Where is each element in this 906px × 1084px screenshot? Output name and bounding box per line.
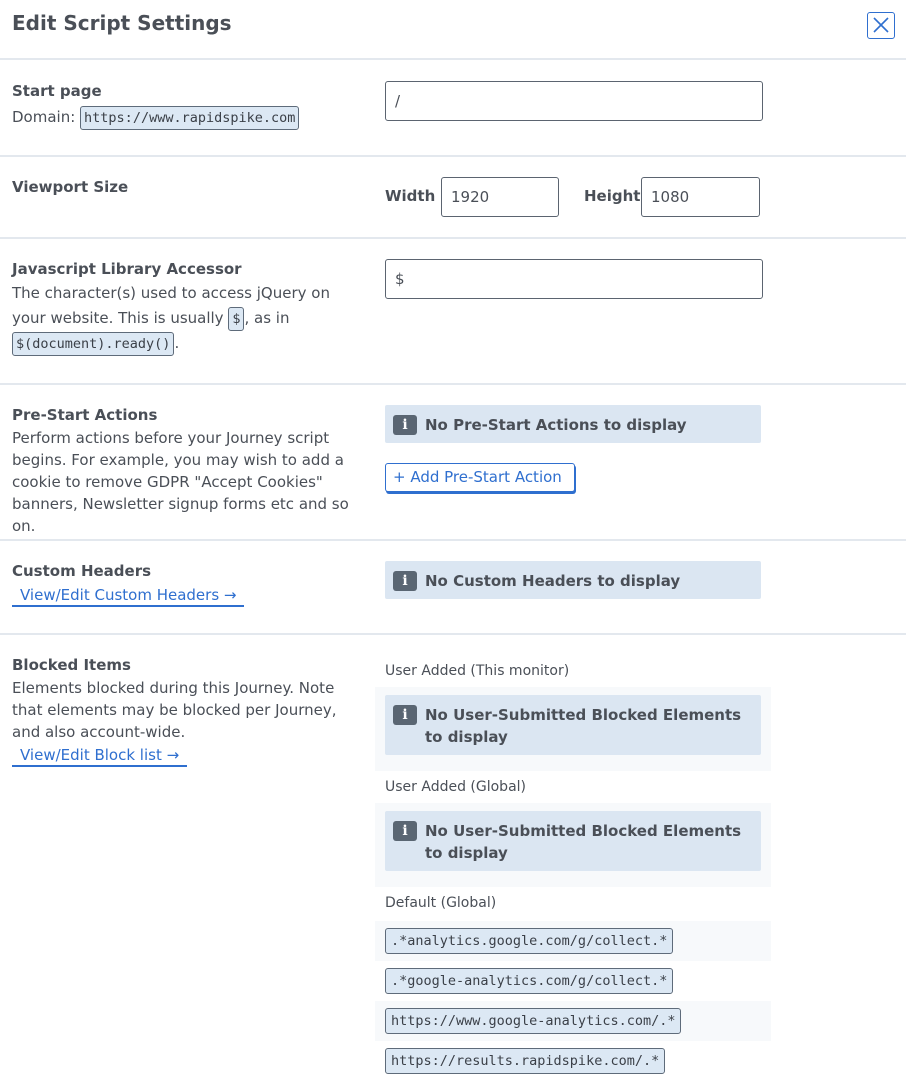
blocked-pattern: .*google-analytics.com/g/collect.* [385, 968, 673, 994]
js-desc-code-2: $(document).ready() [12, 332, 174, 356]
dialog-title: Edit Script Settings [12, 11, 232, 35]
domain-value: https://www.rapidspike.com [80, 106, 299, 130]
pre-start-description: Perform actions before your Journey script begins. For example, you may wish to add a cookie to remove GDPR "Accept Cookies" banners, Newsletter signup forms etc and so on. [12, 429, 349, 535]
add-pre-start-label: + Add Pre-Start Action [393, 468, 562, 486]
js-accessor-label: Javascript Library Accessor [12, 260, 242, 278]
blocked-pattern: https://results.rapidspike.com/.* [385, 1048, 665, 1074]
js-accessor-description [12, 281, 362, 356]
info-icon: i [393, 571, 417, 591]
dialog-header [0, 0, 906, 60]
close-button[interactable] [867, 12, 895, 39]
viewport-label: Viewport Size [12, 178, 129, 196]
blocked-items-label: Blocked Items [12, 656, 131, 674]
info-icon: i [393, 415, 417, 435]
user-global-label: User Added (Global) [385, 779, 526, 795]
js-desc-text-1: The character(s) used to access jQuery on your website. This is usually [12, 284, 330, 327]
js-desc-text-2: , as in [244, 309, 290, 327]
domain-label: Domain: [12, 108, 76, 126]
js-desc-code-1: $ [228, 307, 244, 331]
user-monitor-empty-alert [385, 695, 761, 755]
blocked-pattern-row [375, 921, 771, 961]
add-pre-start-action-button[interactable] [385, 463, 575, 492]
blocked-pattern: .*analytics.google.com/g/collect.* [385, 928, 673, 954]
pre-start-label: Pre-Start Actions [12, 406, 158, 424]
custom-headers-empty-text: No Custom Headers to display [425, 572, 681, 590]
viewport-width-input[interactable]: 1920 [441, 177, 559, 217]
close-icon [873, 17, 889, 33]
pre-start-empty-text: No Pre-Start Actions to display [425, 416, 687, 434]
viewport-section [0, 157, 906, 239]
pre-start-empty-alert [385, 405, 761, 443]
viewport-height-input[interactable]: 1080 [641, 177, 760, 217]
blocked-pattern-row [375, 1001, 771, 1041]
blocked-pattern-row [375, 1041, 771, 1081]
blocked-pattern: https://www.google-analytics.com/.* [385, 1008, 681, 1034]
js-accessor-input[interactable]: $ [385, 259, 763, 299]
blocked-items-section [0, 635, 906, 1084]
domain-line [12, 105, 299, 130]
start-page-label: Start page [12, 82, 102, 100]
height-label: Height [584, 187, 641, 205]
width-label: Width [385, 187, 436, 205]
user-global-empty-text: No User-Submitted Blocked Elements to display [425, 822, 742, 862]
js-desc-text-3: . [174, 334, 180, 352]
start-path-input[interactable]: / [385, 81, 763, 121]
info-icon: i [393, 705, 417, 725]
blocked-pattern-row [375, 961, 771, 1001]
custom-headers-section [0, 541, 906, 635]
default-global-label: Default (Global) [385, 895, 497, 911]
user-monitor-empty-text: No User-Submitted Blocked Elements to display [425, 706, 742, 746]
start-page-section [0, 60, 906, 157]
custom-headers-label: Custom Headers [12, 562, 152, 580]
view-edit-custom-headers-link[interactable]: View/Edit Custom Headers → [12, 585, 244, 607]
user-monitor-label: User Added (This monitor) [385, 663, 570, 679]
js-accessor-section [0, 239, 906, 385]
view-edit-block-list-link[interactable]: View/Edit Block list → [12, 745, 187, 767]
pre-start-section [0, 385, 906, 541]
blocked-items-description: Elements blocked during this Journey. Note that elements may be blocked per Journey, and also account-wide. [12, 679, 337, 741]
user-global-empty-alert [385, 811, 761, 871]
custom-headers-empty-alert [385, 561, 761, 599]
info-icon: i [393, 821, 417, 841]
